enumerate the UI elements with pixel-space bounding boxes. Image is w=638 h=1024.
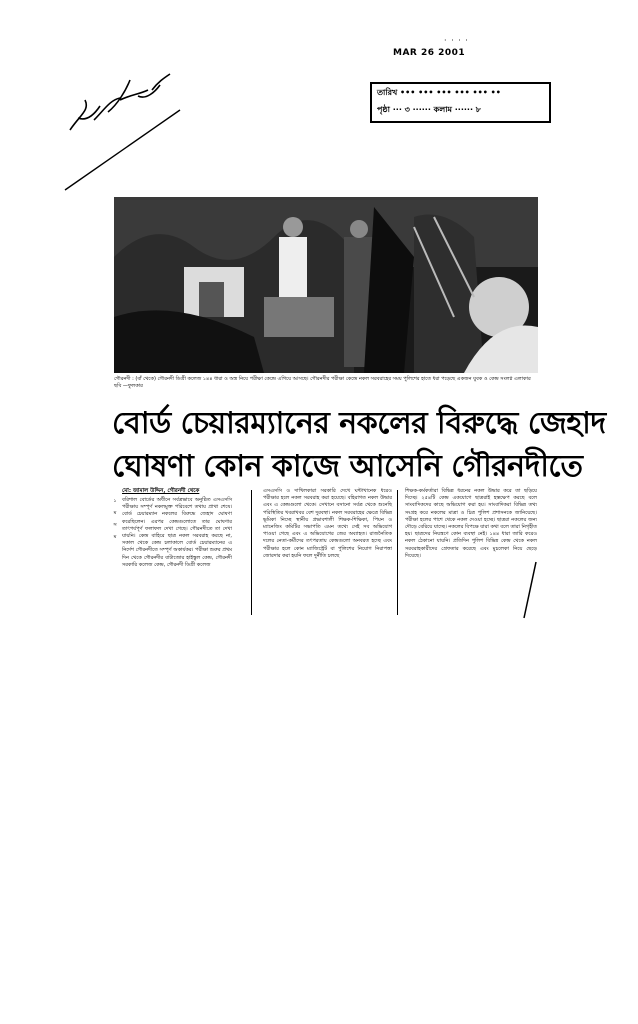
headline-line-2: ঘোষণা কোন কাজে আসেনি গৌরনদীতে	[112, 449, 583, 484]
column-divider	[397, 490, 398, 615]
side-mark: ম	[113, 510, 117, 516]
side-marks	[111, 495, 119, 543]
handwritten-annotation	[60, 60, 185, 195]
side-mark: স	[113, 522, 117, 528]
photo-caption: গৌরনদী : (বাঁ থেকে) গৌরনদী ডিগ্রী কলেজ ১৪৪ ধারা ও অস্ত্র নিয়ে পরীক্ষা কেন্দ্রে এগিয়ে আসছে। গৌরনদীর পরীক্ষা কেন্দ্রে নকল সরবরাহের সময় পুলিশের হাতে ধরা পড়েছে একজন যুবক ও কেন্দ্র সংলগ্ন এলাকার ছবি —ফুলকার	[114, 376, 531, 389]
stamp-row-page: পৃষ্ঠা ··· ৩ ······ কলাম ······ ৮	[377, 105, 481, 114]
news-photo	[114, 197, 538, 373]
side-mark: ১	[113, 498, 117, 504]
column-divider	[251, 490, 252, 615]
headline-line-1: বোর্ড চেয়ারম্যানের নকলের বিরুদ্ধে জেহাদ	[112, 406, 606, 441]
stamp-date: MAR 26 2001	[393, 48, 466, 58]
annotation-text: ৮|১১৫|৬০	[90, 120, 95, 121]
stamp-row-date: তারিখ ••• ••• ••• ••• ••• ••	[377, 88, 501, 97]
stamp-box	[370, 82, 551, 123]
article-column-2: এসএসসি ও দাখিলকারা সরকারি দেখে ঘন্টাখানেক ধরেও পরীক্ষার হলে নকল সরবরাহ করা হয়েছে। বহিরাগত নকল উদ্ধার এবং এ কেন্দ্রগুলো থেকে। সেখানে বসানো সর্বত্র থেকে শুনেছি পরিস্থিতির খবরাখবর বেশ দুরবস্থা। নকল সরবরাহের ক্ষেত্রে বিভিন্ন ভূমিকা নিচ্ছে স্থানীয় প্রভাবশালী শিক্ষক-শিক্ষিকা, পিয়ন ও ম্যানেজিং কমিটির সভাপতি এমন তথ্যে সেই সব অভিযোগ পাওয়া গেছে এবং এ অভিযোগের জের অব্যাহত। রাজনৈতিক দলের নেতা-কর্মীদের তৎপরতায় কেন্দ্রগুলো অনবরত হচ্ছে এবং পরীক্ষার হলে কোন ম্যাজিস্ট্রেট বা পুলিশের নিয়োগ নিরাপত্তা জোরদার করা হয়নি ফলে দুর্নীতি চলছে	[263, 488, 392, 559]
article-column-1: বরিশাল বোর্ডের অধীনে সর্বত্রভাবে অনুষ্ঠিত এসএসসি পরীক্ষায় সম্পূর্ণ নকলমুক্ত পরিবেশে তথায় প্রাথা শেষে। বোর্ড চেয়ারম্যান নকলের বিরুদ্ধে জেহাদ ঘোষণা করেছিলেন। এরপর কেন্দ্রগুলোতে তার ঘোষণার তাৎপর্যপূর্ণ ফলাফল দেখা গেছে। গৌরনদীতে তা দেখা যায়নি। কেন্দ্র বাহিরে ছাত্র নকল সরবরাহ করছে না, সকাল থেকে কেন্দ্র চলাকালে বোর্ড চেয়ারম্যানের এ নির্দেশ গৌরনদীতে সম্পূর্ণ অকার্যকর। পরীক্ষা শুরুর প্রথম দিন থেকে গৌরনদীর বাটাজোর হাইস্কুল কেন্দ্র, গৌরনদী সরকারি কলেজ কেন্দ্র, গৌরনদী ডিগ্রী কলেজ	[122, 497, 232, 568]
side-mark: ম	[113, 534, 117, 540]
stamp-dots: · · · ·	[444, 36, 469, 45]
photo-news-icon	[114, 197, 538, 373]
article-column-3: শিক্ষক-কর্মকর্তারা বিভিন্ন ধরনের নকল উদ্ধার করে তা ছড়িয়ে দিচ্ছে। ২৫৪টি কেন্দ্র একযোগে ছাত্ররাই হস্তক্ষেপ করছে বলে সাংবাদিকদের কাছে অভিযোগ করা হয়। সাংবাদিকরা বিভিন্ন তথ্য সংগ্রহ করে নকলের মাত্রা ও চিত্র পুলিশ প্রশাসনকে জানিয়েছে। পরীক্ষা হলের পাশে থেকে নকল দেওয়া হচ্ছে। ছাত্ররা নকলের জন্য দৌড়ে বেরিয়ে যাচ্ছে। নকলের বিপক্ষে যারা কথা বলে তারা নিগৃহীত হয়। ছাত্রদের নিয়ন্ত্রণে কোন ব্যবস্থা নেই। ১৪৪ ধারা জারি করেও নকল ঠেকানো যায়নি। প্রতিদিন পুলিশ বিভিন্ন কেন্দ্র থেকে নকল সরবরাহকারীদের গ্রেফতার করেছে এবং মুচলেকা নিয়ে ছেড়ে দিয়েছে।	[405, 488, 537, 559]
byline: মো: জামাল উদ্দিন, গৌরনদী থেকে	[122, 488, 200, 494]
pen-mark	[520, 560, 540, 620]
